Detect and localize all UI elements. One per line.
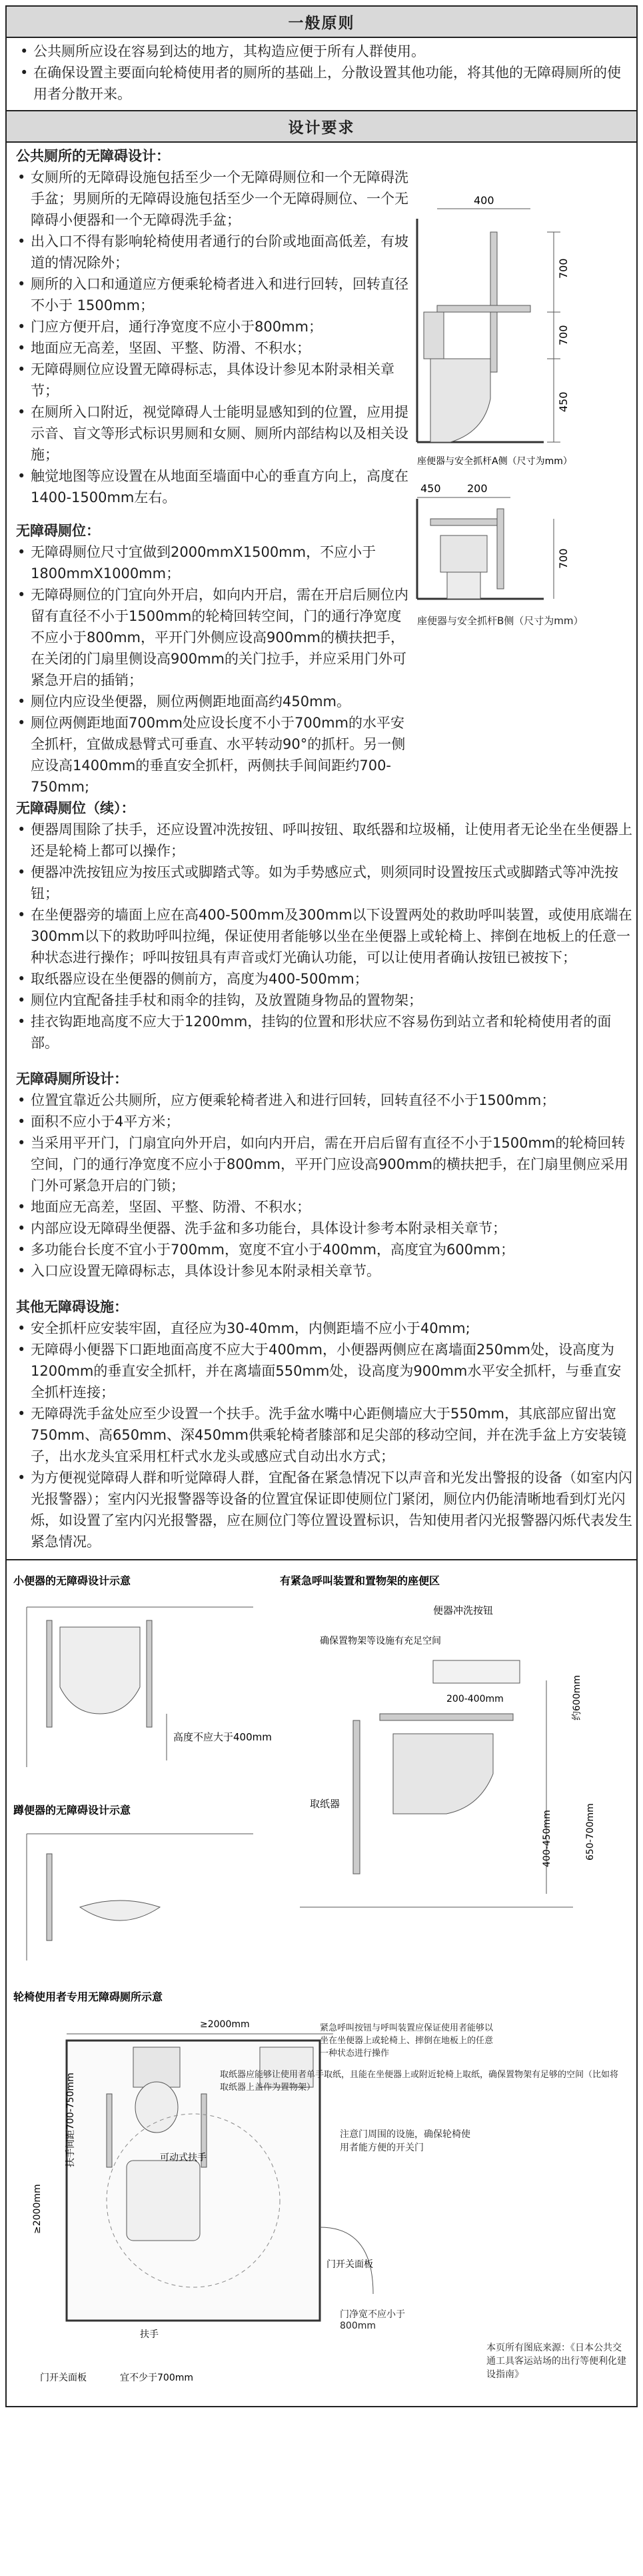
door-switch-label: 门开关面板 — [326, 2259, 373, 2270]
back-caption: 座便器与安全抓杆B侧（尺寸为mm） — [417, 615, 584, 627]
general-list — [7, 38, 636, 111]
stall-cont-item: • 便器周围除了扶手，还应设置冲洗按钮、呼叫按钮、取纸器和垃圾桶，让使用者无论坐在坐便器上还是轮椅上都可以操作； — [11, 819, 632, 862]
paper-label: 取纸器 — [310, 1798, 340, 1810]
h400-450: 400-450mm — [542, 1810, 552, 1867]
range-200-400: 200-400mm — [446, 1694, 504, 1704]
shelf-note: 确保置物架等设施有充足空间 — [320, 1636, 441, 1646]
general-header: 一般原则 — [7, 7, 636, 38]
room-item: • 入口应设置无障碍标志，具体设计参见本附录相关章节。 — [11, 1260, 632, 1282]
flush-button-label: 便器冲洗按钮 — [433, 1604, 494, 1616]
h600: 约600mm — [572, 1675, 582, 1720]
room-item: • 多功能台长度不宜小于700mm，宽度不宜小于400mm，高度宜为600mm； — [11, 1239, 632, 1260]
other-list — [11, 1318, 632, 1552]
plan-title: 轮椅使用者专用无障碍厕所示意 — [13, 1991, 163, 2003]
diagrams-svg — [7, 1560, 636, 2405]
dim-700b: 700 — [557, 325, 570, 345]
emergency-title: 有紧急呼叫装置和置物架的座便区 — [280, 1574, 440, 1587]
design-header: 设计要求 — [7, 111, 636, 143]
stall-cont-item: • 厕位内宜配备挂手杖和雨伞的挂钩，及放置随身物品的置物架； — [11, 990, 632, 1011]
general-item: • 公共厕所应设在容易到达的地方，其构造应便于所有人群使用。 — [13, 41, 630, 62]
room-item: • 地面应无高差，坚固、平整、防滑、不积水； — [11, 1196, 632, 1218]
stall-cont-item: • 便器冲洗按钮应为按压式或脚踏式等。如为手势感应式，则须同时设置按压式或脚踏式等冲洗按钮； — [11, 862, 632, 904]
stall-title: 无障碍厕位： — [16, 523, 100, 539]
public-block — [11, 145, 632, 798]
door-width-note: 门净宽不应小于800mm — [340, 2309, 405, 2331]
rail-label: 扶手 — [140, 2329, 159, 2340]
stall-cont-title: 无障碍厕位（续）： — [16, 800, 135, 816]
dim-200: 200 — [467, 482, 488, 495]
dim-400: 400 — [474, 194, 494, 207]
other-item: • 为方便视觉障碍人群和听觉障碍人群，宜配备在紧急情况下以声音和光发出警报的设备（如室内闪光报警器）；室内闪光报警器等设备的位置宜保证即使厕位门紧闭，厕位内仍能清晰地看到灯光闪烁，如设置了室内闪光报警器，应在厕位门等位置设置标识，告知使用者闪光报警器闪烁代表发生紧急情况。 — [11, 1467, 632, 1552]
stall-cont-item: • 挂衣钩距地高度不应大于1200mm，挂钩的位置和形状应不容易伤到站立者和轮椅使用者的面部。 — [11, 1011, 632, 1054]
door-switch-b: 门开关面板 — [40, 2373, 87, 2383]
toilet-figures — [410, 145, 637, 798]
public-item: • 无障碍厕位应设置无障碍标志，具体设计参见本附录相关章节； — [11, 359, 410, 401]
side-caption: 座便器与安全抓杆A侧（尺寸为mm） — [417, 456, 572, 467]
emergency-note: 紧急呼叫按钮与呼叫装置应保证使用者能够以坐在坐便器上或轮椅上、摔倒在地板上的任意一种状态进行操作 — [320, 2023, 494, 2059]
urinal-title: 小便器的无障碍设计示意 — [13, 1574, 131, 1587]
public-item: • 厕所的入口和通道应方便乘轮椅者进入和进行回转，回转直径不小于 1500mm； — [11, 273, 410, 316]
w2000: ≥2000mm — [200, 2019, 250, 2030]
public-item: • 出入口不得有影响轮椅使用者通行的台阶或地面高低差，有坡道的情况除外； — [11, 231, 410, 273]
room-item: • 位置宜靠近公共厕所，应方便乘轮椅者进入和进行回转，回转直径不小于1500mm； — [11, 1090, 632, 1111]
stall-item: • 厕位两侧距地面700mm处应设长度不小于700mm的水平安全抓杆，宜做成悬臂式可垂直、水平转动90°的抓杆。另一侧应设高1400mm的垂直安全抓杆，两侧扶手间间距约700-750mm; — [11, 712, 410, 798]
stall-item: • 无障碍厕位尺寸宜做到2000mmX1500mm，不应小于 1800mmX1000mm； — [11, 541, 410, 584]
other-item: • 安全抓杆应安装牢固，直径应为30-40mm，内侧距墙不应小于40mm; — [11, 1318, 632, 1339]
design-section — [7, 143, 636, 1559]
squat-title: 蹲便器的无障碍设计示意 — [13, 1804, 131, 1816]
other-title: 其他无障碍设施： — [16, 1299, 128, 1315]
room-title: 无障碍厕所设计： — [16, 1071, 128, 1087]
toilet-side-diagram — [410, 145, 637, 612]
movable-rail: 可动式扶手 — [160, 2153, 207, 2163]
door-note: 注意门周围的设施，确保轮椅使用者能方便的开关门 — [340, 2129, 470, 2153]
other-item: • 无障碍洗手盆处应至少设置一个扶手。洗手盆水嘴中心距侧墙应大于550mm，其底部应留出宽750mm、高650mm、深450mm供乘轮椅者膝部和足尖部的移动空间，并在洗手盆上方安装镜子，出水龙头宜采用杠杆式水龙头或感应式自动出水方式； — [11, 1403, 632, 1467]
stall-cont-list — [11, 819, 632, 1054]
public-text — [11, 145, 410, 798]
stall-cont-item: • 取纸器应设在坐便器的侧前方，高度为400-500mm； — [11, 968, 632, 990]
stall-item: • 无障碍厕位的门宜向外开启，如向内开启，需在开启后厕位内留有直径不小于1500mm的轮椅回转空间，门的通行净宽度不应小于800mm，平开门外侧应设高900mm的横扶把手，在关闭的门扇里侧设高900mm的关门拉手，并应采用门外可紧急开启的插销； — [11, 584, 410, 691]
dim-450b: 450 — [420, 482, 441, 495]
public-list — [11, 167, 410, 508]
h650-700: 650-700mm — [585, 1803, 596, 1860]
stall-item: • 厕位内应设坐便器，厕位两侧距地面高约450mm。 — [11, 691, 410, 712]
width700: 宜不少于700mm — [120, 2373, 193, 2383]
room-item: • 面积不应小于4平方米； — [11, 1111, 632, 1132]
public-item: • 地面应无高差，坚固、平整、防滑、不积水； — [11, 337, 410, 359]
urinal-note: 高度不应大于400mm — [173, 1731, 272, 1743]
public-title: 公共厕所的无障碍设计： — [16, 148, 170, 164]
document-frame — [5, 5, 638, 2407]
rail-gap: 扶手间距700-750mm — [65, 2073, 76, 2167]
other-item: • 无障碍小便器下口距地面高度不应大于400mm，小便器两侧应在离墙面250mm处，设高度为1200mm的垂直安全抓杆，并在离墙面550mm处，设高度为900mm水平安全抓杆，与垂直安全抓杆连接； — [11, 1339, 632, 1403]
stall-list — [11, 541, 410, 798]
public-item: • 触觉地图等应设置在从地面至墙面中心的垂直方向上，高度在1400-1500mm左右。 — [11, 465, 410, 508]
public-item: • 在厕所入口附近，视觉障碍人士能明显感知到的位置，应用提示音、盲文等形式标识男厕和女厕、厕所内部结构以及相关设施； — [11, 401, 410, 465]
stall-cont-item: • 在坐便器旁的墙面上应在高400-500mm及300mm以下设置两处的救助呼叫装置，或使用底端在300mm以下的救助呼叫拉绳，保证使用者能够以坐在坐便器上或轮椅上、摔倒在地板上的任意一种状态进行操作；呼叫按钮具有声音或灯光确认功能，可以让使用者确认按钮已被按下； — [11, 904, 632, 968]
source-note: 本页所有图底来源：《日本公共交通工具客运站场的出行等便利化建设指南》 — [486, 2343, 626, 2380]
dim-700: 700 — [557, 258, 570, 279]
room-list — [11, 1090, 632, 1282]
diagram-section — [7, 1559, 636, 2406]
public-item: • 门应方便开启，通行净宽度不应小于800mm； — [11, 316, 410, 337]
general-item: • 在确保设置主要面向轮椅使用者的厕所的基础上，分散设置其他功能，将其他的无障碍厕所的使用者分散开来。 — [13, 62, 630, 105]
room-item: • 当采用平开门，门扇宜向外开启，如向内开启，需在开启后留有直径不小于1500mm的轮椅回转空间，门的通行净宽度不应小于800mm，平开门应设高900mm的横扶把手，在门扇里侧应采用门外可紧急开启的门锁； — [11, 1132, 632, 1196]
dim-700c: 700 — [557, 548, 570, 569]
plan-note-top: 取纸器应能够让使用者单手取纸，且能在坐便器上或附近轮椅上取纸，确保置物架有足够的空间（比如将取纸器上盖作为置物架） — [220, 2070, 619, 2093]
room-item: • 内部应设无障碍坐便器、洗手盆和多功能台，具体设计参考本附录相关章节； — [11, 1218, 632, 1239]
dim-450: 450 — [557, 391, 570, 412]
h2000: ≥2000mm — [32, 2184, 43, 2234]
public-item: • 女厕所的无障碍设施包括至少一个无障碍厕位和一个无障碍洗手盆；男厕所的无障碍设施包括至少一个无障碍厕位、一个无障碍小便器和一个无障碍洗手盆； — [11, 167, 410, 231]
